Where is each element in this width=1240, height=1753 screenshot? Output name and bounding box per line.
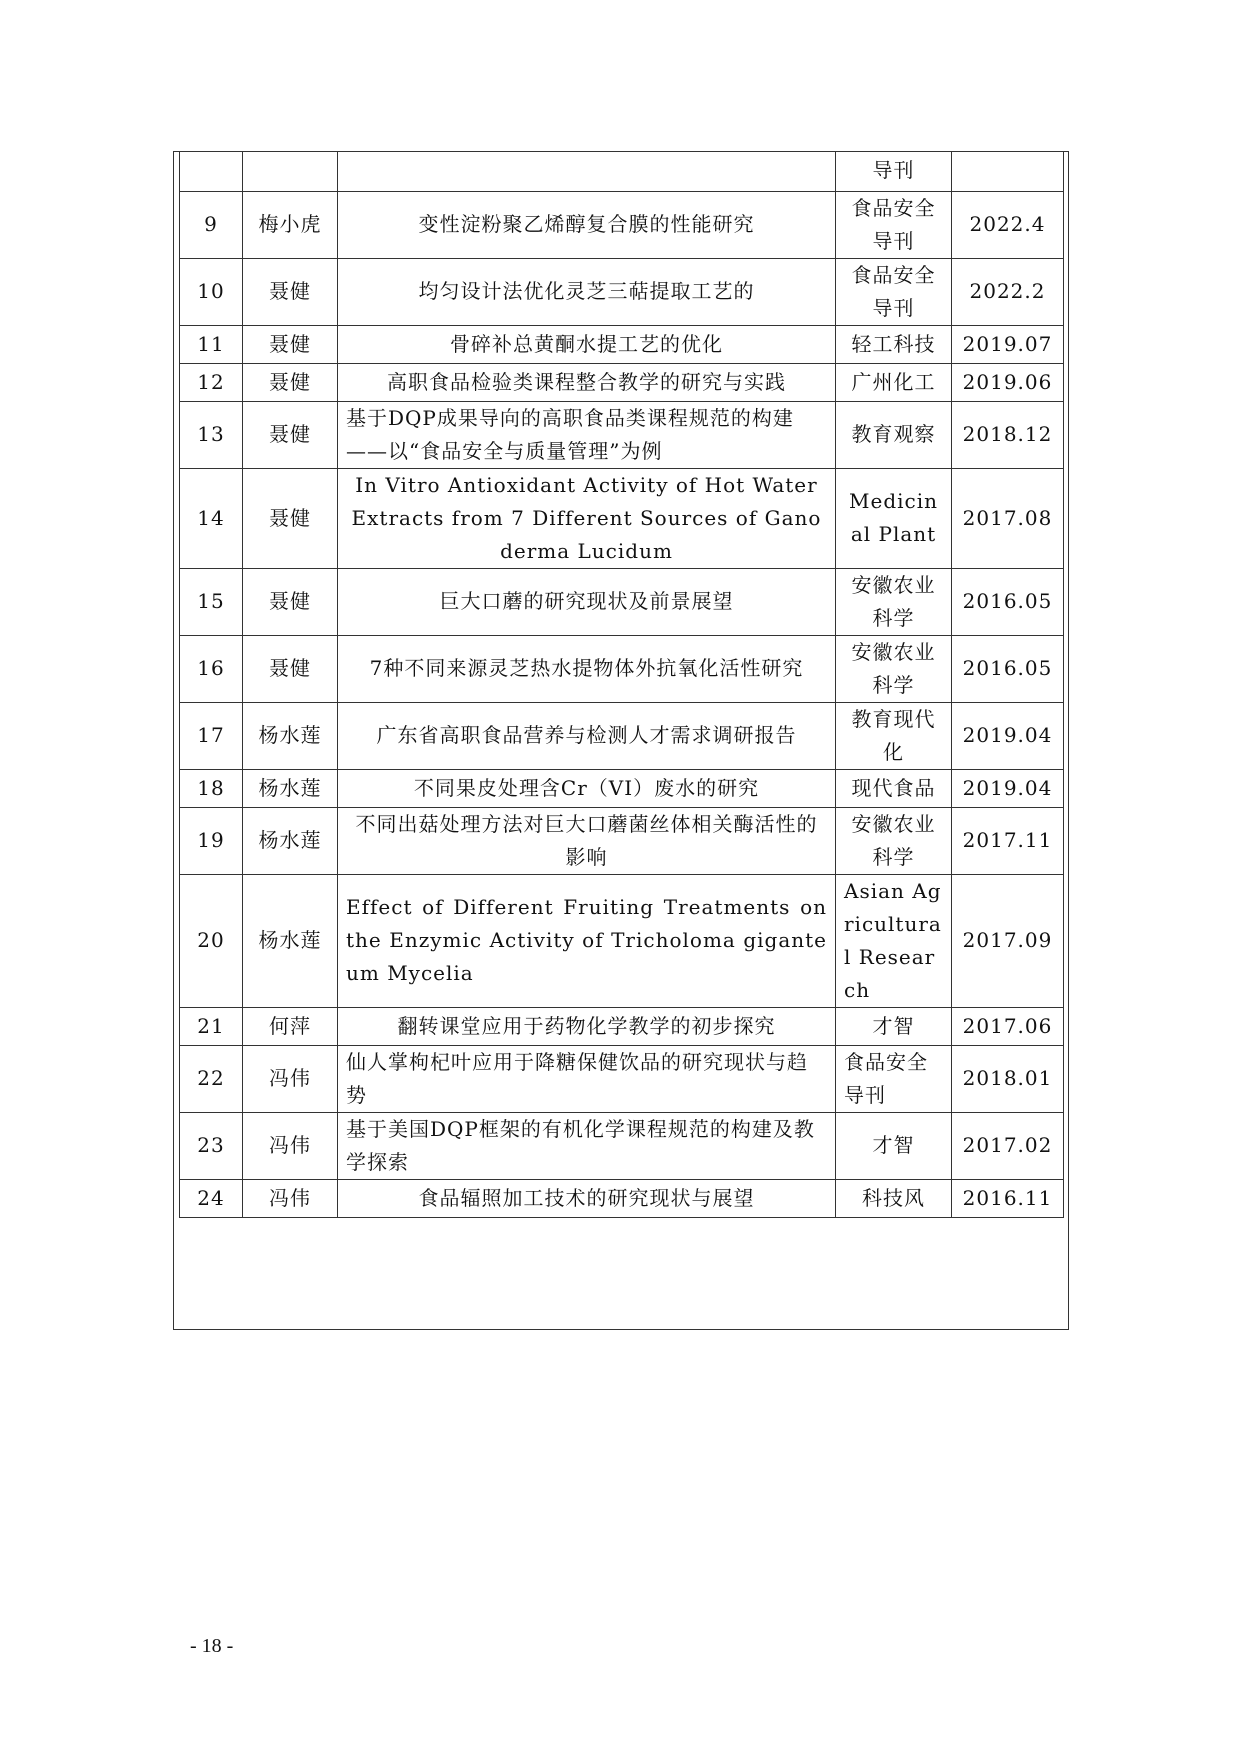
number-cell: 21 xyxy=(180,1007,243,1045)
publications-table xyxy=(179,151,1064,1218)
author-cell: 梅小虎 xyxy=(243,191,338,258)
date-cell: 2017.06 xyxy=(952,1007,1064,1045)
table-row xyxy=(180,1112,1064,1179)
journal-cell: 教育观察 xyxy=(836,401,952,468)
table-row xyxy=(180,874,1064,1007)
title-cell: 不同出菇处理方法对巨大口蘑菌丝体相关酶活性的影响 xyxy=(338,807,836,874)
journal-cell: 才智 xyxy=(836,1007,952,1045)
number-cell: 15 xyxy=(180,568,243,635)
number-cell: 24 xyxy=(180,1179,243,1217)
number-cell: 19 xyxy=(180,807,243,874)
title-cell: 骨碎补总黄酮水提工艺的优化 xyxy=(338,325,836,363)
journal-cell: 教育现代化 xyxy=(836,702,952,769)
number-cell: 10 xyxy=(180,258,243,325)
author-cell: 杨水莲 xyxy=(243,702,338,769)
date-cell: 2019.06 xyxy=(952,363,1064,401)
number-cell: 14 xyxy=(180,468,243,568)
title-cell: 仙人掌枸杞叶应用于降糖保健饮品的研究现状与趋势 xyxy=(338,1045,836,1112)
date-cell: 2016.05 xyxy=(952,635,1064,702)
title-cell: 基于美国DQP框架的有机化学课程规范的构建及教学探索 xyxy=(338,1112,836,1179)
table-row xyxy=(180,702,1064,769)
table-row xyxy=(180,401,1064,468)
journal-cell: 轻工科技 xyxy=(836,325,952,363)
number-cell: 16 xyxy=(180,635,243,702)
table-row xyxy=(180,363,1064,401)
journal-cell: 科技风 xyxy=(836,1179,952,1217)
title-cell: 广东省高职食品营养与检测人才需求调研报告 xyxy=(338,702,836,769)
number-cell: 11 xyxy=(180,325,243,363)
number-cell: 17 xyxy=(180,702,243,769)
author-cell: 何萍 xyxy=(243,1007,338,1045)
date-cell: 2016.11 xyxy=(952,1179,1064,1217)
title-cell: 变性淀粉聚乙烯醇复合膜的性能研究 xyxy=(338,191,836,258)
journal-cell: 安徽农业科学 xyxy=(836,568,952,635)
number-cell: 13 xyxy=(180,401,243,468)
number-cell xyxy=(180,151,243,191)
title-cell: 基于DQP成果导向的高职食品类课程规范的构建——以“食品安全与质量管理”为例 xyxy=(338,401,836,468)
page-number: - 18 - xyxy=(190,1635,234,1657)
journal-cell: 安徽农业科学 xyxy=(836,807,952,874)
title-cell: 不同果皮处理含Cr（VI）废水的研究 xyxy=(338,769,836,807)
author-cell: 聂健 xyxy=(243,401,338,468)
journal-cell: 导刊 xyxy=(836,151,952,191)
date-cell: 2018.12 xyxy=(952,401,1064,468)
title-cell: In Vitro Antioxidant Activity of Hot Water Extracts from 7 Different Sources of Ganoderma Lucidum xyxy=(338,468,836,568)
title-cell: Effect of Different Fruiting Treatments on the Enzymic Activity of Tricholoma giganteum Mycelia xyxy=(338,874,836,1007)
date-cell: 2016.05 xyxy=(952,568,1064,635)
date-cell: 2022.4 xyxy=(952,191,1064,258)
author-cell: 杨水莲 xyxy=(243,769,338,807)
date-cell: 2019.04 xyxy=(952,769,1064,807)
date-cell: 2017.11 xyxy=(952,807,1064,874)
author-cell: 冯伟 xyxy=(243,1179,338,1217)
author-cell: 聂健 xyxy=(243,363,338,401)
author-cell: 聂健 xyxy=(243,568,338,635)
table-row xyxy=(180,1007,1064,1045)
number-cell: 22 xyxy=(180,1045,243,1112)
table-row xyxy=(180,635,1064,702)
journal-cell: 才智 xyxy=(836,1112,952,1179)
table-row xyxy=(180,191,1064,258)
journal-cell: 广州化工 xyxy=(836,363,952,401)
journal-cell: 食品安全导刊 xyxy=(836,191,952,258)
date-cell: 2018.01 xyxy=(952,1045,1064,1112)
date-cell xyxy=(952,151,1064,191)
title-cell: 食品辐照加工技术的研究现状与展望 xyxy=(338,1179,836,1217)
author-cell: 冯伟 xyxy=(243,1112,338,1179)
author-cell: 聂健 xyxy=(243,325,338,363)
date-cell: 2019.04 xyxy=(952,702,1064,769)
author-cell: 聂健 xyxy=(243,468,338,568)
journal-cell: 食品安全导刊 xyxy=(836,258,952,325)
table-row xyxy=(180,807,1064,874)
number-cell: 20 xyxy=(180,874,243,1007)
number-cell: 18 xyxy=(180,769,243,807)
table-row xyxy=(180,1045,1064,1112)
table-row xyxy=(180,468,1064,568)
date-cell: 2017.08 xyxy=(952,468,1064,568)
table-row-continued xyxy=(180,151,1064,191)
table-row xyxy=(180,1179,1064,1217)
journal-cell: 现代食品 xyxy=(836,769,952,807)
title-cell: 均匀设计法优化灵芝三萜提取工艺的 xyxy=(338,258,836,325)
title-cell xyxy=(338,151,836,191)
table-row xyxy=(180,258,1064,325)
date-cell: 2019.07 xyxy=(952,325,1064,363)
title-cell: 高职食品检验类课程整合教学的研究与实践 xyxy=(338,363,836,401)
title-cell: 翻转课堂应用于药物化学教学的初步探究 xyxy=(338,1007,836,1045)
author-cell: 杨水莲 xyxy=(243,807,338,874)
number-cell: 12 xyxy=(180,363,243,401)
date-cell: 2017.09 xyxy=(952,874,1064,1007)
date-cell: 2017.02 xyxy=(952,1112,1064,1179)
author-cell: 冯伟 xyxy=(243,1045,338,1112)
table-row xyxy=(180,568,1064,635)
author-cell: 杨水莲 xyxy=(243,874,338,1007)
author-cell: 聂健 xyxy=(243,258,338,325)
number-cell: 9 xyxy=(180,191,243,258)
author-cell: 聂健 xyxy=(243,635,338,702)
journal-cell: Asian Agricultural Research xyxy=(836,874,952,1007)
journal-cell: 食品安全导刊 xyxy=(836,1045,952,1112)
number-cell: 23 xyxy=(180,1112,243,1179)
author-cell xyxy=(243,151,338,191)
table-row xyxy=(180,769,1064,807)
journal-cell: 安徽农业科学 xyxy=(836,635,952,702)
journal-cell: Medicinal Plant xyxy=(836,468,952,568)
date-cell: 2022.2 xyxy=(952,258,1064,325)
table-row xyxy=(180,325,1064,363)
publications-table-body xyxy=(180,151,1064,1217)
title-cell: 7种不同来源灵芝热水提物体外抗氧化活性研究 xyxy=(338,635,836,702)
title-cell: 巨大口蘑的研究现状及前景展望 xyxy=(338,568,836,635)
